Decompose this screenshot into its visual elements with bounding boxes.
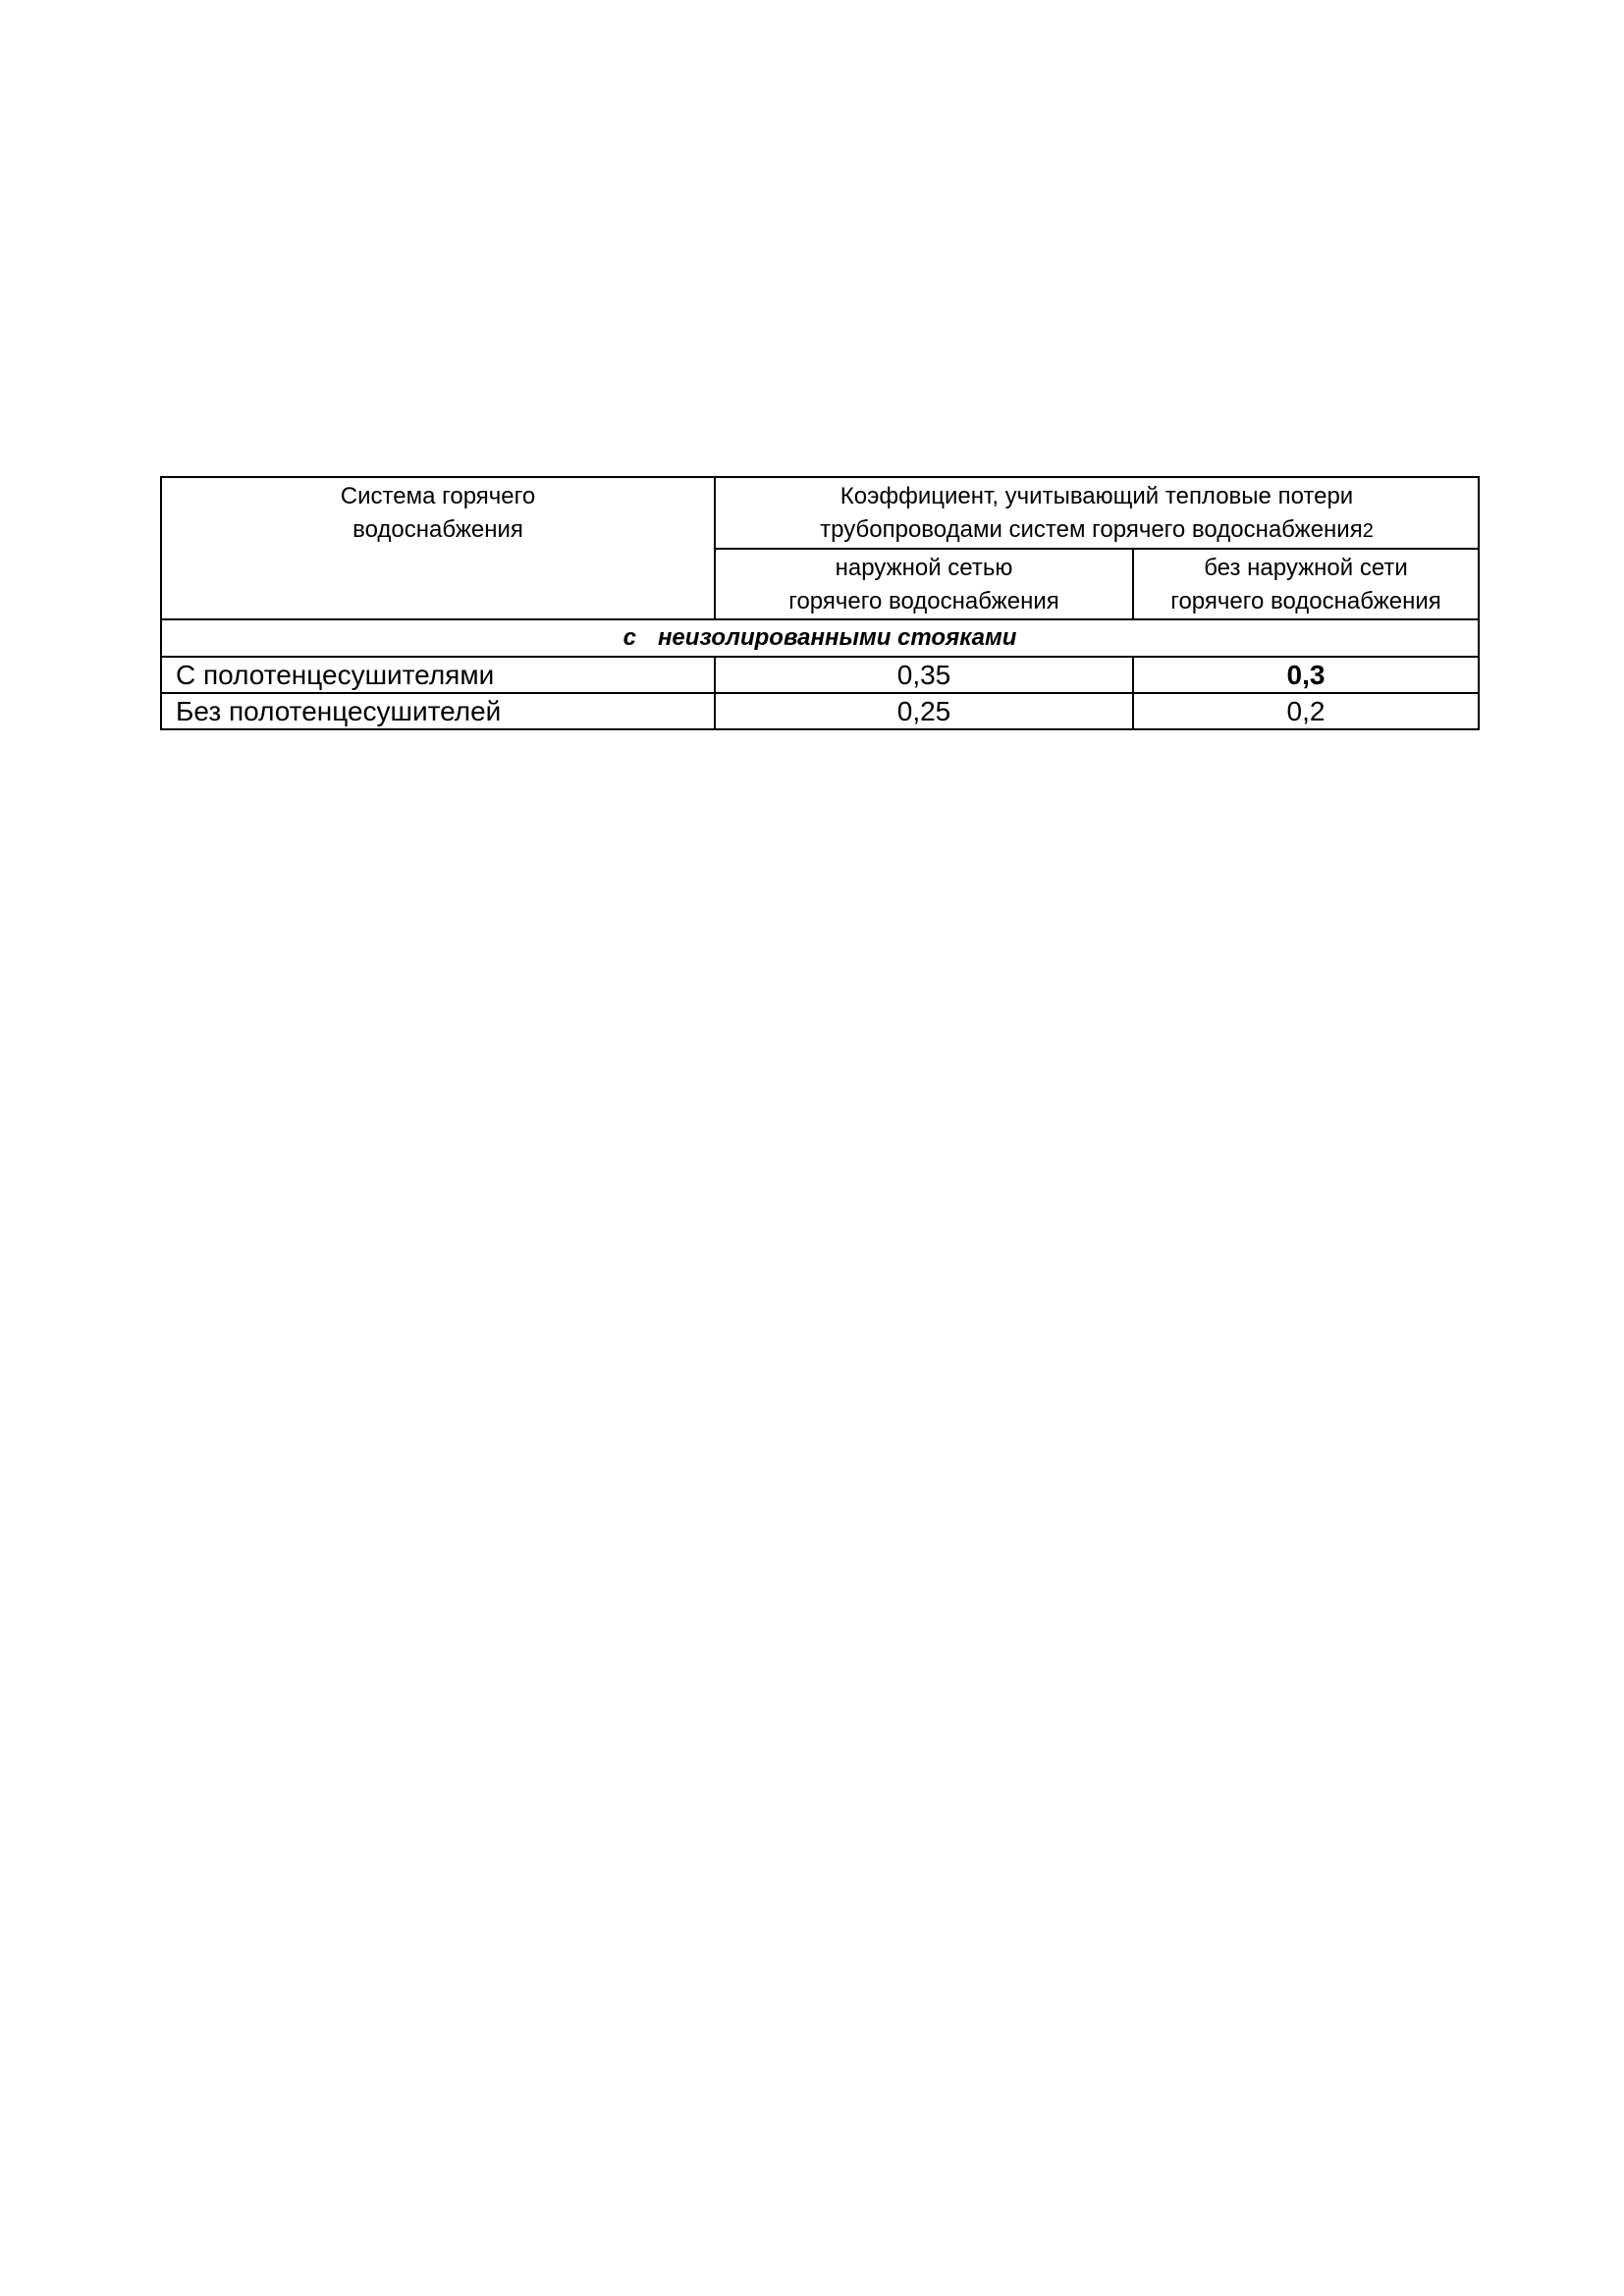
table-row [161,657,1479,693]
header-coefficient-line1: Коэффициент, учитывающий тепловые потери [839,483,1354,509]
section-title-cell [161,619,1479,657]
row-value-with-network: 0,25 [715,693,1133,729]
header-system-line2: водоснабжения [352,516,523,543]
row-label: С полотенцесушителями [161,657,715,693]
header-coefficient-line2 [726,513,1468,548]
header-without-network-line2: горячего водоснабжения [1170,588,1441,614]
heat-loss-coefficient-table [160,476,1480,730]
header-coefficient-cell [715,477,1479,549]
header-without-network-cell [1133,549,1479,619]
row-value-without-network: 0,3 [1133,657,1479,693]
section-row [161,619,1479,657]
row-value-without-network: 0,2 [1133,693,1479,729]
header-system-cell [161,477,715,619]
header-coefficient-line2-text: трубопроводами систем горячего водоснабжения [820,516,1363,543]
header-with-network-line1: наружной сетью [835,555,1013,581]
footnote-marker: 2 [1362,520,1374,542]
table-header-row-1 [161,477,1479,549]
row-label: Без полотенцесушителей [161,693,715,729]
section-title: неизолированными стояками [657,624,1017,651]
row-value-with-network: 0,35 [715,657,1133,693]
header-system-line1: Система горячего [340,483,536,509]
header-with-network-line2: горячего водоснабжения [788,588,1059,614]
header-without-network-line1: без наружной сети [1204,555,1408,581]
table-row [161,693,1479,729]
header-with-network-cell [715,549,1133,619]
section-prefix: с [623,624,636,651]
